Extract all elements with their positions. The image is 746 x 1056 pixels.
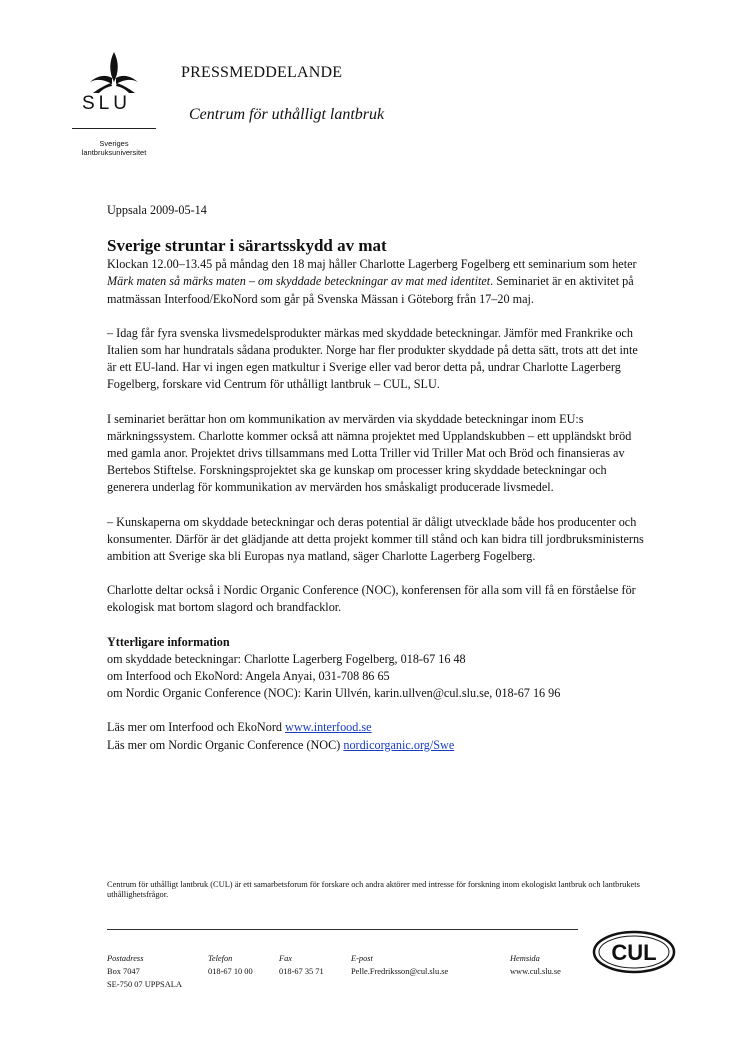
seminar-title: Märk maten så märks maten – om skyddade beteckningar av mat med identitet (107, 274, 491, 289)
info-heading: Ytterligare information (107, 634, 230, 649)
fax-label: Fax (279, 954, 293, 963)
phone-label: Telefon (208, 954, 233, 963)
footer-divider (107, 929, 578, 930)
paragraph: – Idag får fyra svenska livsmedelsprodukter märkas med skyddade beteckningar. Jämför med Frankrike och Italien som har hundratals sådana produkter. Norge har fler produkter skyddade på detta sätt, trots att det inte är ett EU-land. Har vi ingen egen matkultur i Sverige eller vad beror detta på, undrar Charlotte Lagerberg Fogelberg, forskare vid Centrum för uthålligt lantbruk – CUL, SLU. (107, 325, 638, 392)
paragraph: – Kunskaperna om skyddade beteckningar och deras potential är dåligt utvecklade både hos producenter och konsumenter. Därför är det glädjande att detta projekt kommer till stånd och kan bidra till jordbruksministerns ambition att Sverige ska bli Europas nya matland, säger Charlotte Lagerberg Fogelberg. (107, 514, 644, 564)
phone-value: 018-67 10 00 (208, 967, 253, 976)
intro-text-end: . Seminariet är en aktivitet på matmässan Interfood/EkoNord som går på Svenska Mässan i Göteborg från 17–20 maj. (107, 274, 634, 306)
organization-unit: Centrum för uthålligt lantbruk (189, 106, 385, 123)
logo-subtitle-line1: Sveriges (99, 139, 129, 148)
info-line: om skyddade beteckningar: Charlotte Lagerberg Fogelberg, 018-67 16 48 (107, 651, 466, 666)
email-value: Pelle.Fredriksson@cul.slu.se (351, 967, 449, 976)
interfood-link[interactable]: www.interfood.se (285, 720, 372, 735)
footer-phone (208, 952, 253, 978)
cul-logo (591, 928, 677, 976)
logo-divider (72, 128, 156, 129)
footer-web (510, 952, 561, 978)
info-line: om Nordic Organic Conference (NOC): Karin Ullvén, karin.ullven@cul.slu.se, 018-67 16 96 (107, 686, 561, 701)
slu-logo (72, 50, 156, 157)
release-date: Uppsala 2009-05-14 (107, 203, 207, 217)
footer-fax (279, 952, 324, 978)
logo-subtitle (68, 139, 160, 157)
paragraph: I seminariet berättar hon om kommunikation av mervärden via skyddade beteckningar inom EU:s märkningssystem. Charlotte kommer också att nämna projektet med Upplandskubben – ett uppländskt bröd med gamla anor. Projektet drivs tillsammans med Lotta Triller vid Triller Mat och Bröd och finansieras av Bertebos Stiftelse. Forskningsprojektet ska ge kunskap om processer kring skyddade beteckningar och generera underlag för kommunikation av mervärden hos småskaligt producerade livsmedel. (107, 411, 632, 495)
paragraph: Charlotte deltar också i Nordic Organic Conference (NOC), konferensen för alla som vill få en förståelse för ekologisk mat bortom slagord och brandfacklor. (107, 583, 636, 615)
footer-email (351, 952, 448, 978)
address-label: Postadress (107, 954, 144, 963)
cul-logo-text: CUL (611, 940, 657, 965)
read-more-line (107, 737, 647, 754)
intro-paragraph (107, 256, 647, 308)
headline: Sverige struntar i särartsskydd av mat (107, 236, 387, 256)
web-label: Hemsida (510, 954, 540, 963)
read-more-line (107, 719, 647, 736)
footer-address (107, 952, 182, 991)
info-line: om Interfood och EkoNord: Angela Anyai, 031-708 86 65 (107, 669, 390, 684)
read-more-text: Läs mer om Interfood och EkoNord (107, 720, 286, 735)
nordicorganic-link[interactable]: nordicorganic.org/Swe (343, 737, 455, 752)
read-more-text: Läs mer om Nordic Organic Conference (NOC) (107, 737, 344, 752)
slu-wordmark: SLU (82, 93, 131, 114)
logo-subtitle-line2: lantbruksuniversitet (81, 148, 147, 157)
cul-footnote: Centrum för uthålligt lantbruk (CUL) är ett samarbetsforum för forskare och andra aktörer med intresse för forskning inom ekologiskt lantbruk och lantbrukets uthållighetsfrågor. (107, 880, 640, 899)
slu-leaf-icon (81, 50, 147, 94)
fax-value: 018-67 35 71 (279, 967, 324, 976)
address-line: SE-750 07 UPPSALA (107, 980, 182, 989)
web-value: www.cul.slu.se (510, 967, 561, 976)
email-label: E-post (351, 954, 373, 963)
document-type: PRESSMEDDELANDE (181, 64, 343, 81)
intro-text: Klockan 12.00–13.45 på måndag den 18 maj håller Charlotte Lagerberg Fogelberg ett seminarium som heter (107, 257, 637, 272)
address-line: Box 7047 (107, 967, 140, 976)
press-release-body (107, 202, 647, 754)
